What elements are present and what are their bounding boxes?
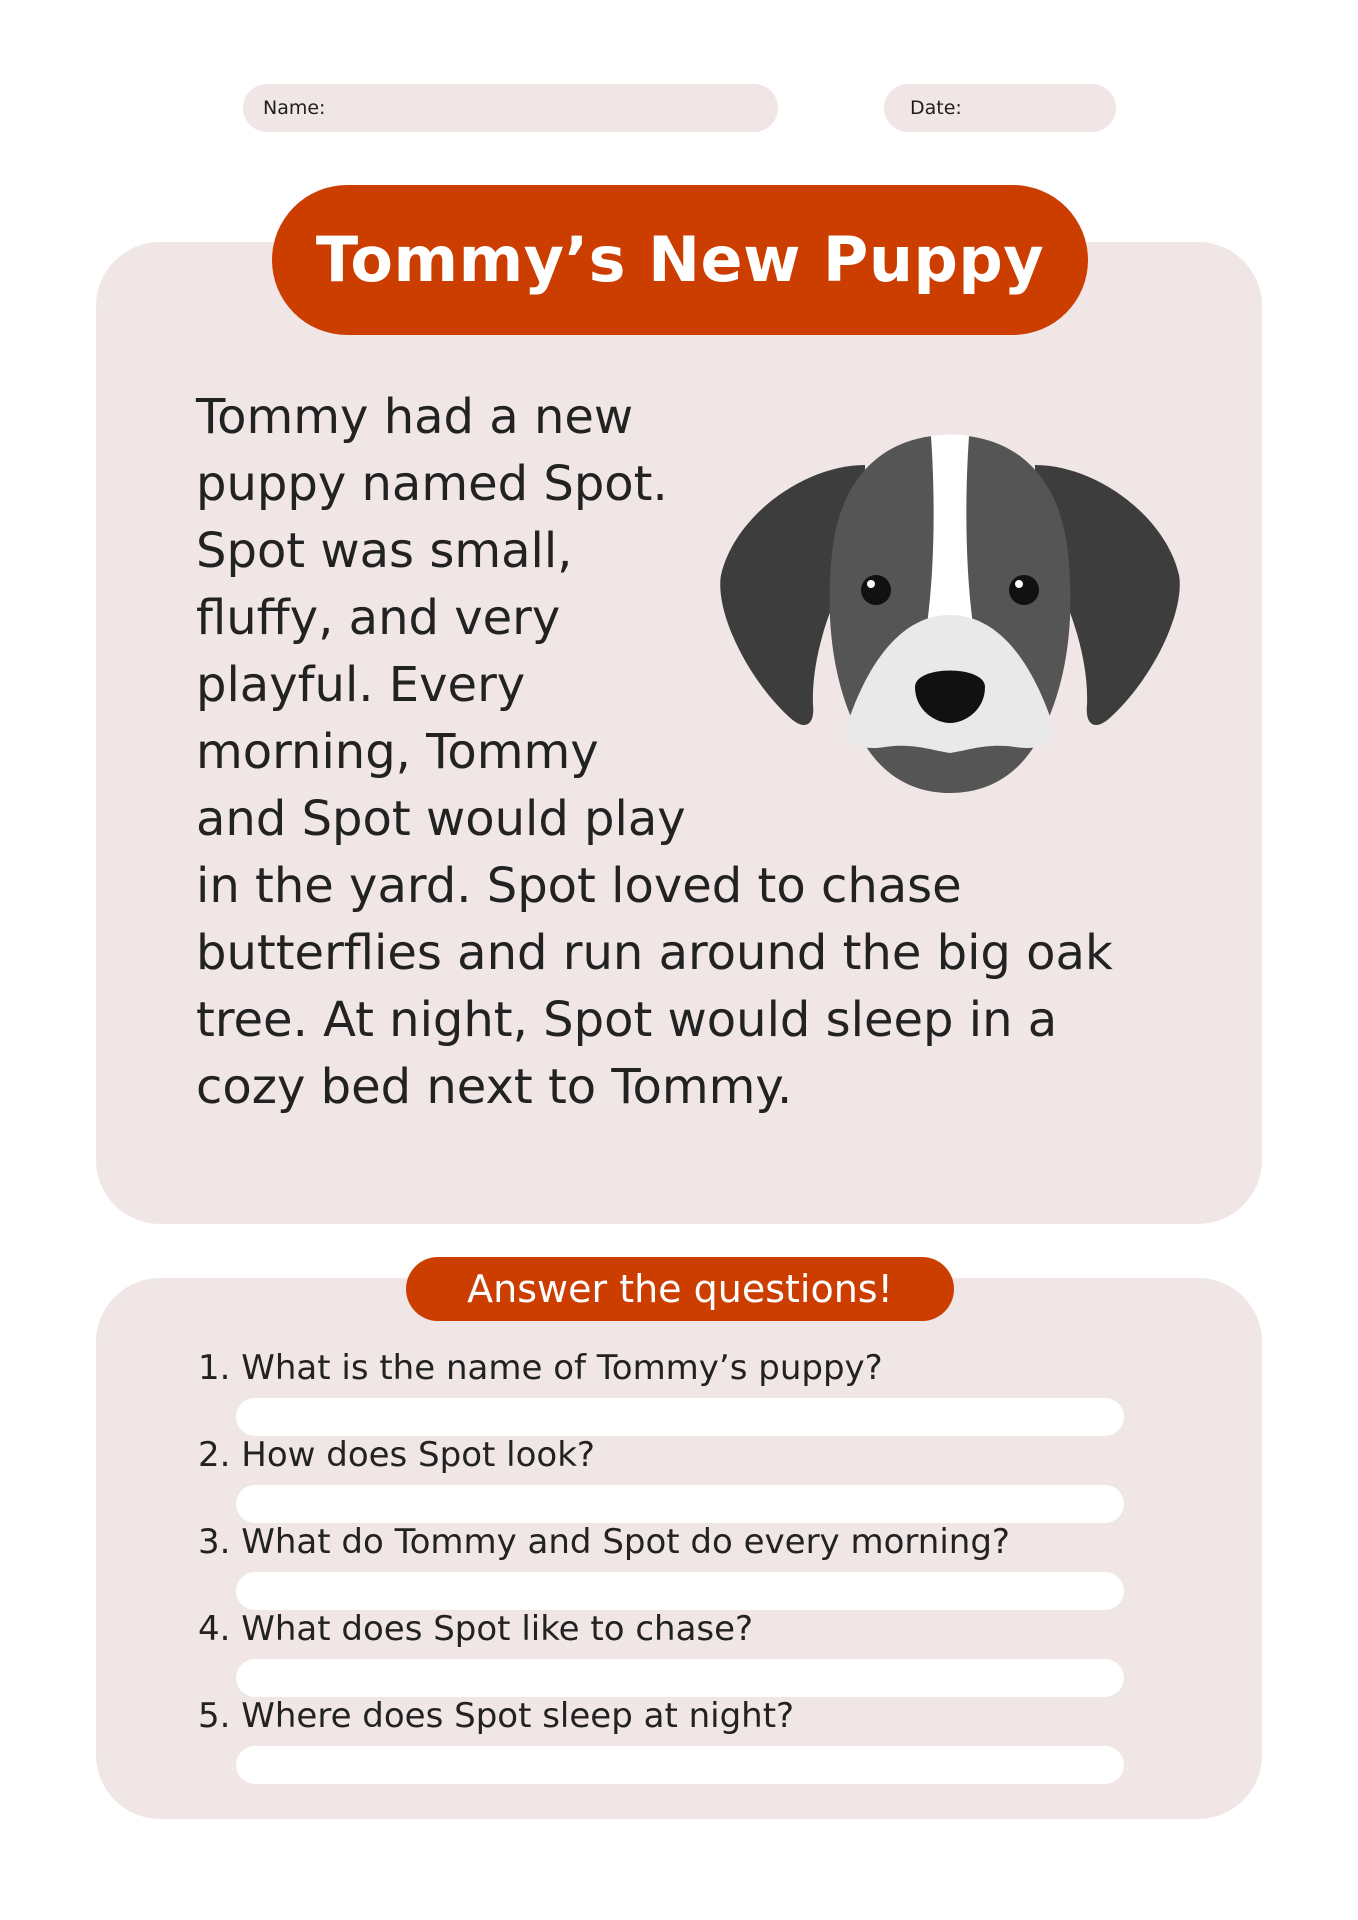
date-label: Date: (910, 97, 962, 119)
question-3: 3. What do Tommy and Spot do every morning? (198, 1522, 1010, 1562)
name-field[interactable] (243, 84, 778, 132)
story-line: cozy bed next to Tommy. (196, 1059, 793, 1115)
question-1: 1. What is the name of Tommy’s puppy? (198, 1348, 883, 1388)
question-4: 4. What does Spot like to chase? (198, 1609, 754, 1649)
answer-line-5[interactable] (236, 1746, 1124, 1784)
answer-line-2[interactable] (236, 1485, 1124, 1523)
answer-line-3[interactable] (236, 1572, 1124, 1610)
story-line: tree. At night, Spot would sleep in a (196, 992, 1058, 1048)
page-title: Tommy’s New Puppy (272, 185, 1088, 335)
story-line: morning, Tommy (196, 724, 599, 780)
dog-stripe (927, 435, 973, 626)
dog-left-eye (861, 575, 891, 605)
story-line: puppy named Spot. (196, 456, 668, 512)
dog-face-icon (715, 425, 1185, 795)
date-field[interactable] (884, 84, 1116, 132)
story-line: in the yard. Spot loved to chase (196, 858, 962, 914)
story-line: and Spot would play (196, 791, 686, 847)
story-line: playful. Every (196, 657, 526, 713)
question-5: 5. Where does Spot sleep at night? (198, 1696, 795, 1736)
story-line: Spot was small, (196, 523, 573, 579)
story-line: Tommy had a new (196, 389, 634, 445)
story-line: fluffy, and very (196, 590, 561, 646)
questions-heading: Answer the questions! (406, 1257, 954, 1321)
name-label: Name: (263, 97, 326, 119)
story-line: butterflies and run around the big oak (196, 925, 1113, 981)
dog-left-eye-highlight (867, 580, 875, 588)
question-2: 2. How does Spot look? (198, 1435, 595, 1475)
dog-right-eye (1009, 575, 1039, 605)
dog-right-eye-highlight (1015, 580, 1023, 588)
answer-line-4[interactable] (236, 1659, 1124, 1697)
answer-line-1[interactable] (236, 1398, 1124, 1436)
